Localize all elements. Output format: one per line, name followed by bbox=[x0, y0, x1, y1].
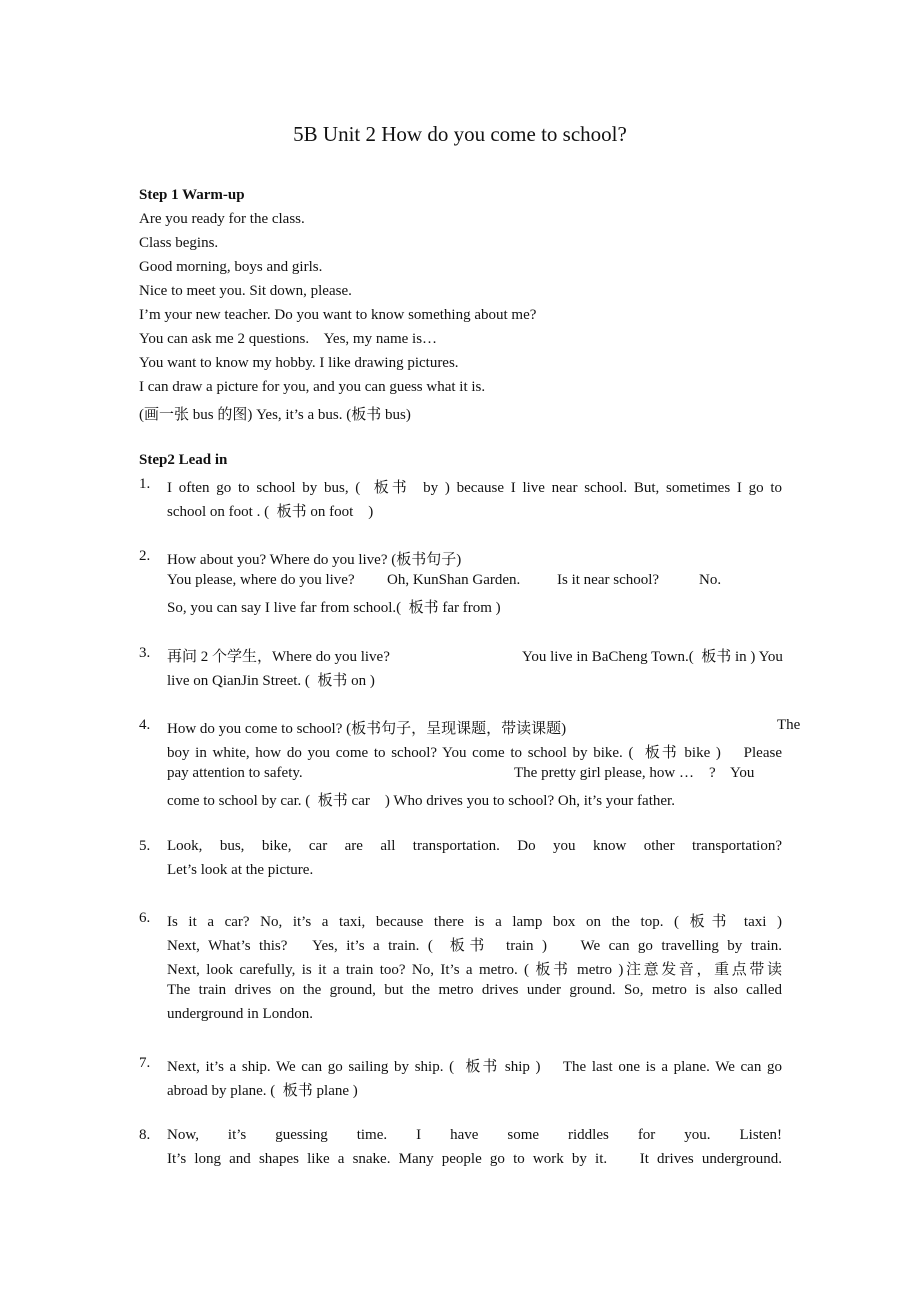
item-line: live on QianJin Street. ( 板书 on ) bbox=[167, 673, 375, 689]
item-segment: How do you come to school? (板书句子，呈现课题，带读课题) bbox=[167, 721, 567, 737]
item-line: Now, it’s guessing time. I have some riddles for you. Listen! bbox=[167, 1127, 782, 1143]
step1-line: (画一张 bus 的图) Yes, it’s a bus. (板书 bus) bbox=[139, 407, 411, 423]
item-segment: You live in BaCheng Town.( 板书 in ) You bbox=[522, 649, 783, 665]
item-line: So, you can say I live far from school.( 板书 far from ) bbox=[167, 600, 501, 616]
item-line: Next, What’s this? Yes, it’s a train. ( 板书 train ) We can go travelling by train. bbox=[167, 938, 782, 954]
item-line: How about you? Where do you live? (板书句子) bbox=[167, 552, 462, 568]
step1-line: You want to know my hobby. I like drawing pictures. bbox=[139, 355, 459, 371]
page-title: 5B Unit 2 How do you come to school? bbox=[293, 122, 627, 146]
item-line: The train drives on the ground, but the metro drives under ground. So, metro is also called bbox=[167, 982, 782, 998]
step1-heading: Step 1 Warm-up bbox=[139, 187, 245, 203]
item-segment: You please, where do you live? bbox=[167, 572, 355, 588]
item-line: abroad by plane. ( 板书 plane ) bbox=[167, 1083, 358, 1099]
step2-heading: Step2 Lead in bbox=[139, 452, 228, 468]
item-line: Next, it’s a ship. We can go sailing by ship. ( 板书 ship ) The last one is a plane. We can go bbox=[167, 1059, 782, 1075]
item-segment: 再问 2 个学生，Where do you live? bbox=[167, 649, 390, 665]
step1-line: Good morning, boys and girls. bbox=[139, 259, 323, 275]
item-segment: Oh, KunShan Garden. bbox=[387, 572, 521, 588]
step1-line: Class begins. bbox=[139, 235, 219, 251]
item-segment: Is it near school? bbox=[557, 572, 660, 588]
item-line: Next, look carefully, is it a train too? No, It’s a metro. ( 板书 metro )注意发音，重点带读 bbox=[167, 962, 782, 978]
step1-line: Are you ready for the class. bbox=[139, 211, 305, 227]
item-number: 7. bbox=[139, 1055, 151, 1071]
item-number: 6. bbox=[139, 910, 151, 926]
item-number: 4. bbox=[139, 717, 151, 733]
item-number: 8. bbox=[139, 1127, 151, 1143]
step1-line: Nice to meet you. Sit down, please. bbox=[139, 283, 352, 299]
item-line: Let’s look at the picture. bbox=[167, 862, 314, 878]
item-number: 2. bbox=[139, 548, 151, 564]
step1-line: You can ask me 2 questions. Yes, my name is… bbox=[139, 331, 438, 347]
item-line: Look, bus, bike, car are all transportation. Do you know other transportation? bbox=[167, 838, 782, 854]
item-number: 1. bbox=[139, 476, 151, 492]
item-line: Is it a car? No, it’s a taxi, because there is a lamp box on the top. ( 板书 taxi ) bbox=[167, 914, 782, 930]
item-line: boy in white, how do you come to school? You come to school by bike. ( 板书 bike ) Please bbox=[167, 745, 782, 761]
item-segment: No. bbox=[699, 572, 722, 588]
item-line: come to school by car. ( 板书 car ) Who drives you to school? Oh, it’s your father. bbox=[167, 793, 675, 809]
step1-line: I can draw a picture for you, and you can guess what it is. bbox=[139, 379, 486, 395]
item-number: 5. bbox=[139, 838, 151, 854]
item-segment: pay attention to safety. bbox=[167, 765, 303, 781]
step1-line: I’m your new teacher. Do you want to know something about me? bbox=[139, 307, 537, 323]
item-line: It’s long and shapes like a snake. Many people go to work by it. It drives underground. bbox=[167, 1151, 782, 1167]
item-number: 3. bbox=[139, 645, 151, 661]
item-segment: The pretty girl please, how … ? You bbox=[514, 765, 755, 781]
item-line: school on foot . ( 板书 on foot ) bbox=[167, 504, 374, 520]
item-segment: The bbox=[777, 717, 801, 733]
item-line: underground in London. bbox=[167, 1006, 313, 1022]
item-line: I often go to school by bus, ( 板书 by ) because I live near school. But, sometimes I go to bbox=[167, 480, 782, 496]
